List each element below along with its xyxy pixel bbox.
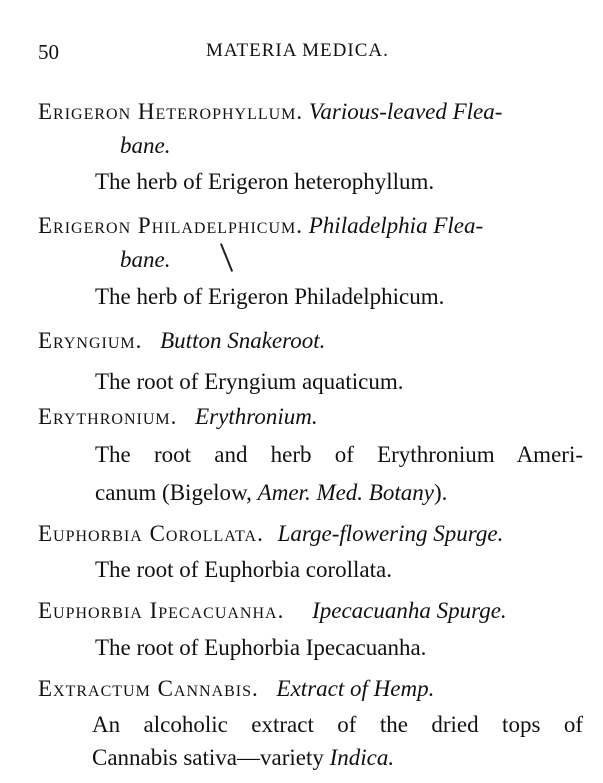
page-header bbox=[38, 40, 583, 66]
drug-name: Erythronium. bbox=[38, 404, 178, 429]
entry-description: The root of Euphorbia Ipecacuanha. bbox=[95, 635, 427, 660]
common-name-continuation: bane. bbox=[120, 133, 171, 158]
entry-heading bbox=[38, 403, 318, 431]
entry-description-continuation bbox=[92, 744, 394, 772]
entry-heading bbox=[38, 520, 503, 548]
drug-name: Euphorbia Ipecacuanha. bbox=[38, 598, 285, 623]
entry-description: The herb of Erigeron heterophyllum. bbox=[95, 169, 435, 194]
reference-title: Amer. Med. Botany bbox=[257, 480, 434, 505]
description-text: ). bbox=[433, 480, 448, 505]
entry-heading bbox=[38, 327, 325, 355]
entry-heading bbox=[38, 98, 583, 126]
page-number: 50 bbox=[38, 40, 59, 64]
entry-description-continuation bbox=[95, 479, 447, 507]
drug-name: Eryngium. bbox=[38, 328, 143, 353]
drug-name: Extractum Cannabis. bbox=[38, 676, 259, 701]
common-name-continuation: bane. bbox=[120, 247, 171, 272]
common-name: Button Snakeroot. bbox=[160, 328, 326, 353]
entry-description: An alcoholic extract of the dried tops of bbox=[92, 712, 583, 737]
entry-description: The root and herb of Erythronium Ameri- bbox=[95, 442, 583, 467]
description-text: Cannabis sativa—variety bbox=[92, 745, 324, 770]
common-name: Philadelphia Flea- bbox=[308, 213, 484, 238]
common-name: Extract of Hemp. bbox=[276, 676, 435, 701]
common-name: Erythronium. bbox=[195, 404, 318, 429]
description-text: canum (Bigelow, bbox=[95, 480, 252, 505]
drug-name: Euphorbia Corollata. bbox=[38, 521, 264, 546]
drug-name: Erigeron Philadelphicum. bbox=[38, 213, 303, 238]
entry-description: The herb of Erigeron Philadelphicum. bbox=[95, 284, 445, 309]
common-name: Various-leaved Flea- bbox=[308, 99, 503, 124]
common-name: Ipecacuanha Spurge. bbox=[312, 598, 507, 623]
drug-name: Erigeron Heterophyllum. bbox=[38, 99, 304, 124]
variety-name: Indica. bbox=[329, 745, 395, 770]
pencil-mark bbox=[220, 243, 233, 272]
entry-description: The root of Eryngium aquaticum. bbox=[95, 369, 404, 394]
entry-heading bbox=[38, 675, 434, 703]
entry-heading bbox=[38, 212, 583, 240]
entry-description: The root of Euphorbia corollata. bbox=[95, 557, 392, 582]
entry-heading bbox=[38, 597, 507, 625]
running-title: MATERIA MEDICA. bbox=[206, 40, 389, 61]
common-name: Large-flowering Spurge. bbox=[277, 521, 504, 546]
